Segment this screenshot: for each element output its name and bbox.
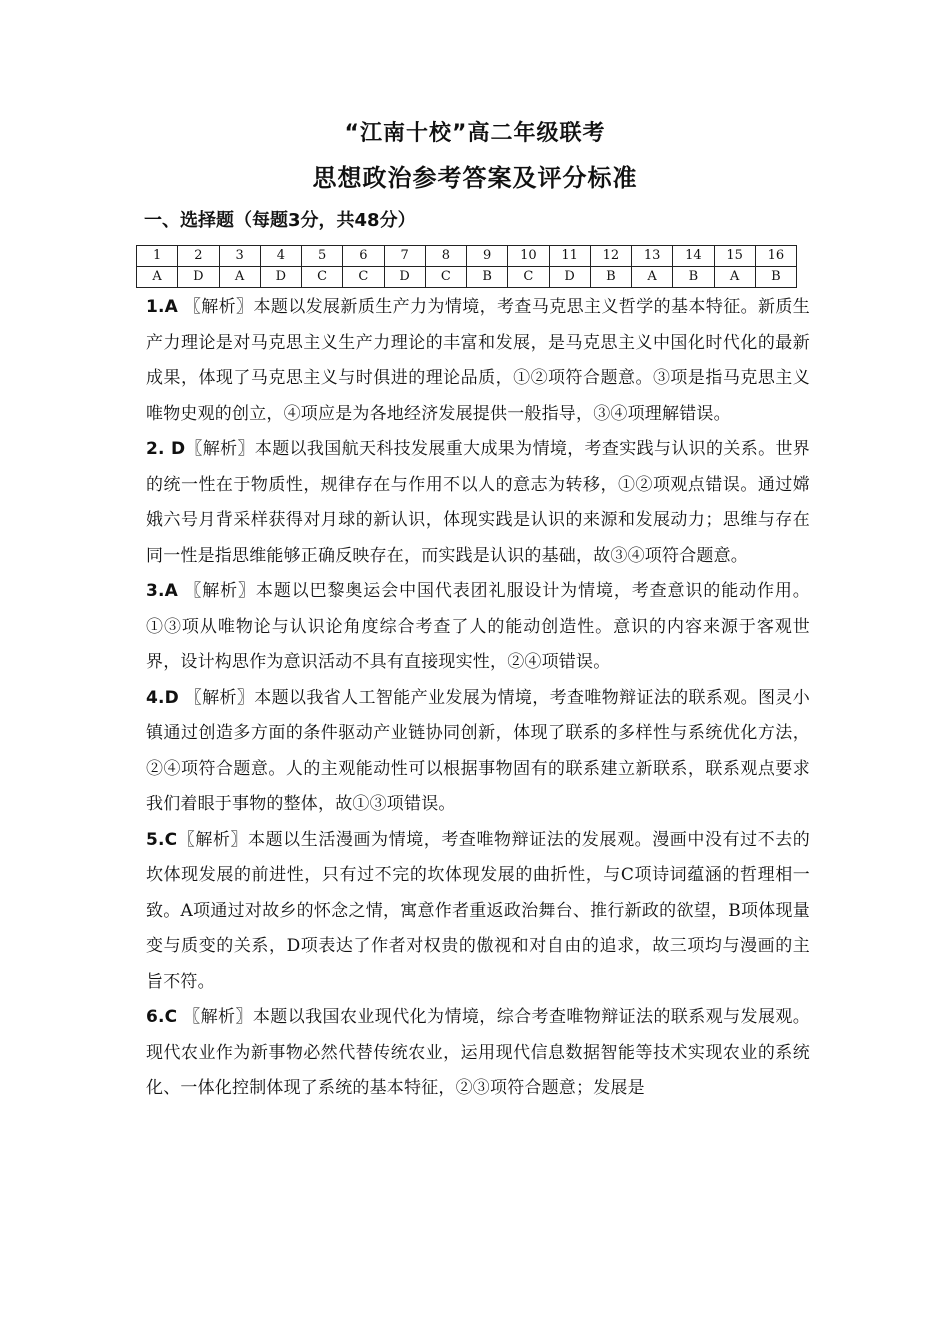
explanation-label: 6.C (146, 1007, 178, 1027)
exam-title: “江南十校”高二年级联考 (344, 121, 606, 146)
explanation-text: 〖解析〗本题以我国航天科技发展重大成果为情境，考查实践与认识的关系。世界的统一性在于物质性，规律存在与作用不以人的意志为转移，①②项观点错误。通过嫦娥六号月背采样获得对月球的新认识，体现实践是认识的来源和发展动力；思维与存在同一性是指思维能够正确反映存在，而实践是认识的基础，故③④项符合题意。 (146, 439, 810, 566)
question-number-cell: 10 (508, 246, 549, 267)
answer-cell: C (508, 267, 549, 288)
answer-cell: A (714, 267, 755, 288)
document-title: 思想政治参考答案及评分标准 (312, 164, 638, 192)
answer-cell: C (343, 267, 384, 288)
section-heading: 一、选择题（每题3分，共48分） (144, 210, 416, 231)
question-number-cell: 8 (425, 246, 466, 267)
answer-cell: D (178, 267, 219, 288)
question-number-cell: 3 (219, 246, 260, 267)
question-number-cell: 4 (260, 246, 301, 267)
answer-cell: C (302, 267, 343, 288)
answer-cell: B (673, 267, 714, 288)
question-number-cell: 5 (302, 246, 343, 267)
explanation-item-6 (146, 1000, 810, 1107)
question-number-cell: 16 (755, 246, 796, 267)
explanation-paragraph (146, 432, 810, 574)
answer-row (137, 267, 797, 288)
question-number-cell: 1 (137, 246, 178, 267)
question-number-cell: 2 (178, 246, 219, 267)
explanation-item-1 (146, 290, 810, 432)
question-number-cell: 9 (467, 246, 508, 267)
question-number-cell: 15 (714, 246, 755, 267)
explanation-label: 1.A (146, 297, 179, 317)
explanation-label: 3.A (146, 581, 179, 601)
explanation-text: 〖解析〗本题以我省人工智能产业发展为情境，考查唯物辩证法的联系观。图灵小镇通过创造多方面的条件驱动产业链协同创新，体现了联系的多样性与系统优化方法，②④项符合题意。人的主观能动性可以根据事物固有的联系建立新联系，联系观点要求我们着眼于事物的整体，故①③项错误。 (146, 687, 810, 814)
explanation-text: 〖解析〗本题以生活漫画为情境，考查唯物辩证法的发展观。漫画中没有过不去的坎体现发展的前进性，只有过不完的坎体现发展的曲折性，与C项诗词蕴涵的哲理相一致。A项通过对故乡的怀念之情，寓意作者重返政治舞台、推行新政的欲望，B项体现量变与质变的关系，D项表达了作者对权贵的傲视和对自由的追求，故三项均与漫画的主旨不符。 (146, 829, 810, 992)
explanation-paragraph (146, 290, 810, 432)
explanation-label: 2. D (146, 439, 186, 459)
answer-cell: D (549, 267, 590, 288)
answer-cell: D (260, 267, 301, 288)
explanation-label: 4.D (146, 687, 179, 708)
explanation-paragraph (146, 1000, 810, 1107)
explanation-paragraph (146, 574, 810, 681)
explanation-item-2 (146, 432, 810, 574)
question-number-cell: 13 (632, 246, 673, 267)
answer-cell: A (219, 267, 260, 288)
answer-cell: D (384, 267, 425, 288)
question-number-cell: 11 (549, 246, 590, 267)
explanation-item-5 (146, 823, 810, 1001)
explanation-item-3 (146, 574, 810, 681)
answer-table (136, 245, 797, 288)
explanation-text: 〖解析〗本题以我国农业现代化为情境，综合考查唯物辩证法的联系观与发展观。现代农业作为新事物必然代替传统农业，运用现代信息数据智能等技术实现农业的系统化、一体化控制体现了系统的基本特征，②③项符合题意；发展是 (146, 1007, 810, 1098)
answer-cell: C (425, 267, 466, 288)
explanation-paragraph (146, 681, 810, 823)
question-number-cell: 14 (673, 246, 714, 267)
question-number-cell: 7 (384, 246, 425, 267)
explanation-label: 5.C (146, 829, 178, 850)
answer-cell: B (755, 267, 796, 288)
answer-cell: B (590, 267, 631, 288)
explanation-item-4 (146, 681, 810, 823)
explanation-text: 〖解析〗本题以发展新质生产力为情境，考查马克思主义哲学的基本特征。新质生产力理论是对马克思主义生产力理论的丰富和发展，是马克思主义中国化时代化的最新成果，体现了马克思主义与时俱进的理论品质，①②项符合题意。③项是指马克思主义唯物史观的创立，④项应是为各地经济发展提供一般指导，③④项理解错误。 (146, 297, 810, 424)
answer-cell: B (467, 267, 508, 288)
question-number-row (137, 246, 797, 267)
explanation-list (146, 290, 810, 1107)
explanation-paragraph (146, 823, 810, 1001)
answer-cell: A (632, 267, 673, 288)
answer-cell: A (137, 267, 178, 288)
question-number-cell: 12 (590, 246, 631, 267)
explanation-text: 〖解析〗本题以巴黎奥运会中国代表团礼服设计为情境，考查意识的能动作用。①③项从唯物论与认识论角度综合考查了人的能动创造性。意识的内容来源于客观世界，设计构思作为意识活动不具有直接现实性，②④项错误。 (146, 581, 810, 672)
question-number-cell: 6 (343, 246, 384, 267)
